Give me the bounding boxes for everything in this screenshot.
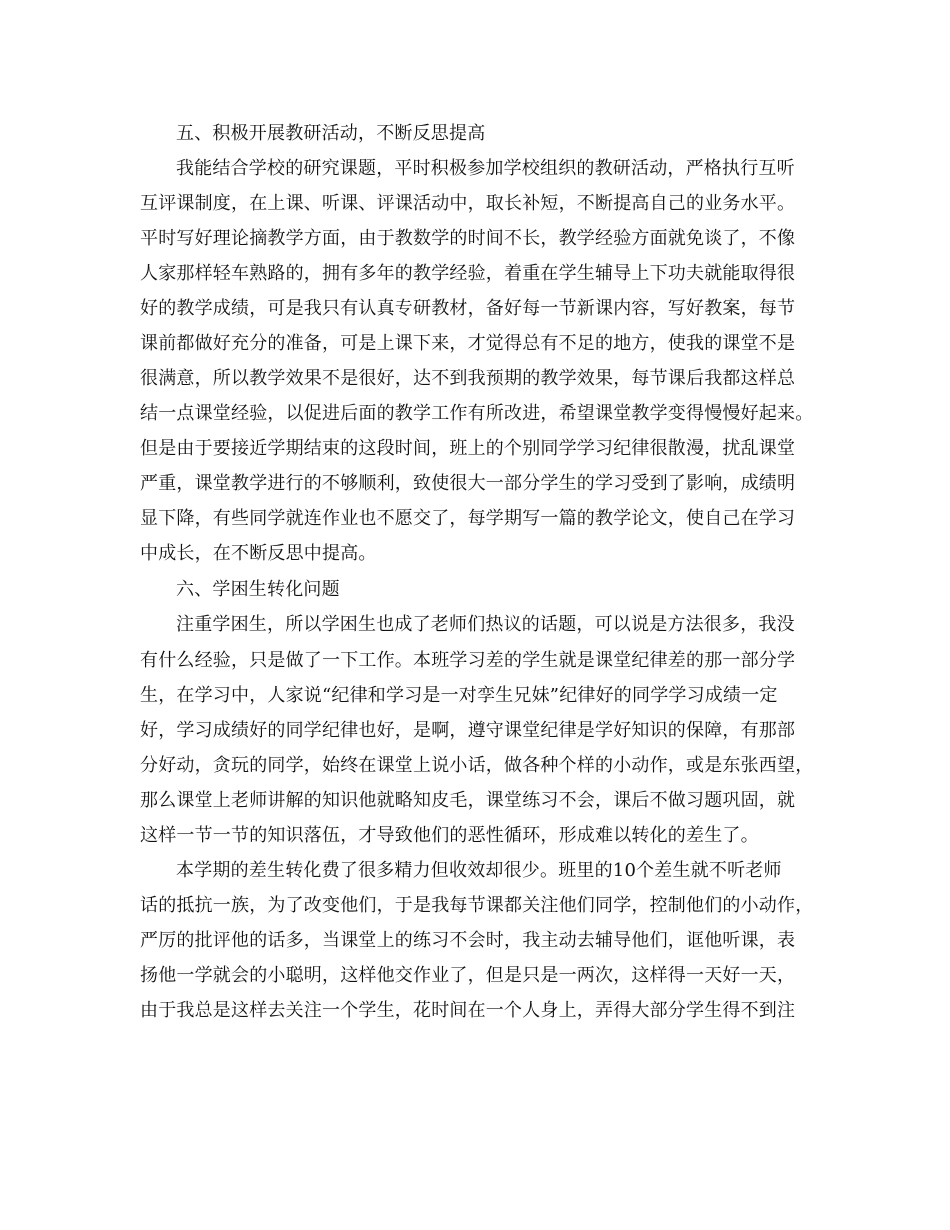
paragraph-line: 有什么经验，只是做了一下工作。本班学习差的学生就是课堂纪律差的那一部分学 — [140, 650, 796, 671]
paragraph-line: 好，学习成绩好的同学纪律也好，是啊，遵守课堂纪律是学好知识的保障，有那部 — [140, 720, 796, 741]
section-heading-5: 五、积极开展教研活动，不断反思提高 — [176, 123, 486, 144]
paragraph-line: 互评课制度，在上课、听课、评课活动中，取长补短，不断提高自己的业务水平。 — [140, 193, 796, 214]
paragraph-line: 分好动，贪玩的同学，始终在课堂上说小话，做各种个样的小动作，或是东张西望， — [140, 755, 814, 776]
paragraph-line: 平时写好理论摘教学方面，由于教数学的时间不长，教学经验方面就免谈了，不像 — [140, 228, 796, 249]
paragraph-line: 扬他一学就会的小聪明，这样他交作业了，但是只是一两次，这样得一天好一天， — [140, 965, 796, 986]
paragraph-line: 生，在学习中，人家说“纪律和学习是一对孪生兄妹”纪律好的同学学习成绩一定 — [140, 685, 778, 706]
paragraph-line: 课前都做好充分的准备，可是上课下来，才觉得总有不足的地方，使我的课堂不是 — [140, 333, 796, 354]
paragraph-line: 好的教学成绩，可是我只有认真专研教材，备好每一节新课内容，写好教案，每节 — [140, 298, 796, 319]
section-heading-6: 六、学困生转化问题 — [176, 579, 340, 600]
paragraph-line: 中成长，在不断反思中提高。 — [140, 543, 377, 564]
paragraph-line: 这样一节一节的知识落伍，才导致他们的恶性循环，形成难以转化的差生了。 — [140, 825, 759, 846]
paragraph-line: 结一点课堂经验，以促进后面的教学工作有所改进，希望课堂教学变得慢慢好起来。 — [140, 403, 814, 424]
paragraph-line: 注重学困生，所以学困生也成了老师们热议的话题，可以说是方法很多，我没 — [176, 614, 795, 635]
paragraph-line: 由于我总是这样去关注一个学生，花时间在一个人身上，弄得大部分学生得不到注 — [140, 1000, 796, 1021]
paragraph-line: 本学期的差生转化费了很多精力但收效却很少。班里的10个差生就不听老师 — [176, 860, 782, 881]
paragraph-line: 很满意，所以教学效果不是很好，达不到我预期的教学效果，每节课后我都这样总 — [140, 368, 796, 389]
paragraph-line: 人家那样轻车熟路的，拥有多年的教学经验，着重在学生辅导上下功夫就能取得很 — [140, 263, 796, 284]
paragraph-line: 严重，课堂教学进行的不够顺利，致使很大一部分学生的学习受到了影响，成绩明 — [140, 473, 796, 494]
paragraph-line: 但是由于要接近学期结束的这段时间，班上的个别同学学习纪律很散漫，扰乱课堂 — [140, 438, 796, 459]
paragraph-line: 显下降，有些同学就连作业也不愿交了，每学期写一篇的教学论文，使自己在学习 — [140, 508, 796, 529]
paragraph-line: 那么课堂上老师讲解的知识他就略知皮毛，课堂练习不会，课后不做习题巩固，就 — [140, 790, 796, 811]
paragraph-line: 我能结合学校的研究课题，平时积极参加学校组织的教研活动，严格执行互听 — [176, 158, 795, 179]
paragraph-line: 话的抵抗一族，为了改变他们，于是我每节课都关注他们同学，控制他们的小动作， — [140, 895, 814, 916]
paragraph-line: 严厉的批评他的话多，当课堂上的练习不会时，我主动去辅导他们，诓他听课，表 — [140, 930, 796, 951]
